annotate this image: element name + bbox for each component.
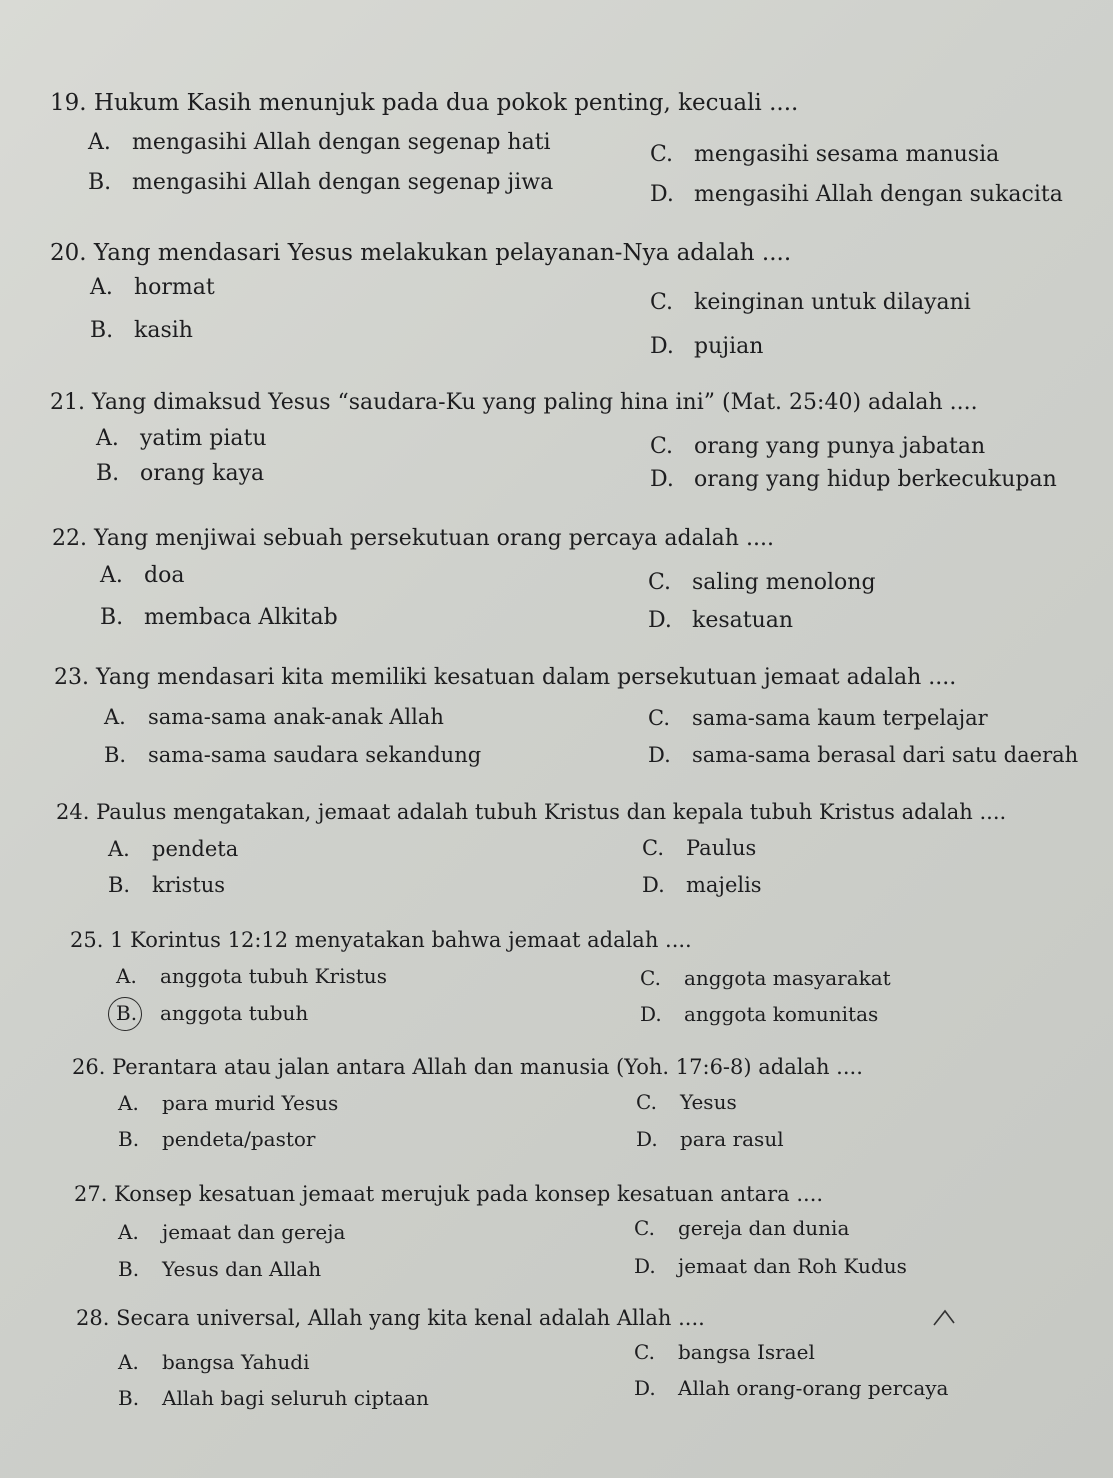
option-26-c[interactable]: C. Yesus bbox=[636, 1090, 737, 1114]
question-26: 26. Perantara atau jalan antara Allah dan manusia (Yoh. 17:6-8) adalah .... bbox=[72, 1055, 863, 1079]
option-19-a[interactable]: A. mengasihi Allah dengan segenap hati bbox=[88, 130, 551, 155]
question-21: 21. Yang dimaksud Yesus “saudara-Ku yang paling hina ini” (Mat. 25:40) adalah .... bbox=[50, 390, 978, 415]
question-22: 22. Yang menjiwai sebuah persekutuan orang percaya adalah .... bbox=[52, 526, 774, 551]
option-24-c[interactable]: C. Paulus bbox=[642, 836, 757, 860]
option-23-d[interactable]: D. sama-sama berasal dari satu daerah bbox=[648, 743, 1079, 767]
option-21-a[interactable]: A. yatim piatu bbox=[96, 426, 267, 451]
option-20-b[interactable]: B. kasih bbox=[90, 318, 193, 343]
option-26-a[interactable]: A. para murid Yesus bbox=[118, 1091, 339, 1115]
option-24-a[interactable]: A. pendeta bbox=[108, 837, 239, 861]
option-19-b[interactable]: B. mengasihi Allah dengan segenap jiwa bbox=[88, 170, 554, 195]
option-23-c[interactable]: C. sama-sama kaum terpelajar bbox=[648, 706, 988, 730]
option-23-b[interactable]: B. sama-sama saudara sekandung bbox=[104, 743, 482, 767]
option-25-b[interactable]: B. anggota tubuh bbox=[116, 1001, 308, 1025]
option-25-d[interactable]: D. anggota komunitas bbox=[640, 1002, 879, 1026]
question-23: 23. Yang mendasari kita memiliki kesatuan dalam persekutuan jemaat adalah .... bbox=[54, 665, 957, 690]
option-22-d[interactable]: D. kesatuan bbox=[648, 608, 794, 633]
option-20-c[interactable]: C. keinginan untuk dilayani bbox=[650, 290, 971, 315]
option-28-d[interactable]: D. Allah orang-orang percaya bbox=[634, 1376, 949, 1400]
option-21-c[interactable]: C. orang yang punya jabatan bbox=[650, 434, 986, 459]
option-21-b[interactable]: B. orang kaya bbox=[96, 461, 265, 486]
option-22-b[interactable]: B. membaca Alkitab bbox=[100, 605, 338, 630]
option-27-b[interactable]: B. Yesus dan Allah bbox=[118, 1257, 322, 1281]
option-22-a[interactable]: A. doa bbox=[100, 563, 185, 588]
option-26-b[interactable]: B. pendeta/pastor bbox=[118, 1127, 316, 1151]
pencil-caret-mark bbox=[930, 1305, 960, 1331]
option-27-c[interactable]: C. gereja dan dunia bbox=[634, 1216, 850, 1240]
option-23-a[interactable]: A. sama-sama anak-anak Allah bbox=[104, 705, 444, 729]
question-19: 19. Hukum Kasih menunjuk pada dua pokok penting, kecuali .... bbox=[50, 90, 799, 116]
option-20-d[interactable]: D. pujian bbox=[650, 334, 764, 359]
option-24-d[interactable]: D. majelis bbox=[642, 873, 762, 897]
option-19-c[interactable]: C. mengasihi sesama manusia bbox=[650, 142, 1000, 167]
question-25: 25. 1 Korintus 12:12 menyatakan bahwa jemaat adalah .... bbox=[70, 928, 692, 952]
option-28-a[interactable]: A. bangsa Yahudi bbox=[118, 1350, 310, 1374]
option-20-a[interactable]: A. hormat bbox=[90, 275, 215, 300]
option-28-b[interactable]: B. Allah bagi seluruh ciptaan bbox=[118, 1386, 429, 1410]
question-27: 27. Konsep kesatuan jemaat merujuk pada konsep kesatuan antara .... bbox=[74, 1182, 824, 1206]
option-22-c[interactable]: C. saling menolong bbox=[648, 570, 876, 595]
option-25-c[interactable]: C. anggota masyarakat bbox=[640, 966, 891, 990]
option-28-c[interactable]: C. bangsa Israel bbox=[634, 1340, 815, 1364]
option-25-a[interactable]: A. anggota tubuh Kristus bbox=[116, 964, 387, 988]
answer-circle-mark bbox=[108, 997, 142, 1031]
option-21-d[interactable]: D. orang yang hidup berkecukupan bbox=[650, 467, 1057, 492]
option-27-a[interactable]: A. jemaat dan gereja bbox=[118, 1220, 346, 1244]
option-27-d[interactable]: D. jemaat dan Roh Kudus bbox=[634, 1254, 907, 1278]
question-28: 28. Secara universal, Allah yang kita kenal adalah Allah .... bbox=[76, 1306, 705, 1330]
option-26-d[interactable]: D. para rasul bbox=[636, 1127, 784, 1151]
question-24: 24. Paulus mengatakan, jemaat adalah tubuh Kristus dan kepala tubuh Kristus adalah .... bbox=[56, 800, 1007, 824]
question-20: 20. Yang mendasari Yesus melakukan pelayanan-Nya adalah .... bbox=[50, 240, 792, 266]
option-19-d[interactable]: D. mengasihi Allah dengan sukacita bbox=[650, 182, 1063, 207]
option-24-b[interactable]: B. kristus bbox=[108, 873, 225, 897]
